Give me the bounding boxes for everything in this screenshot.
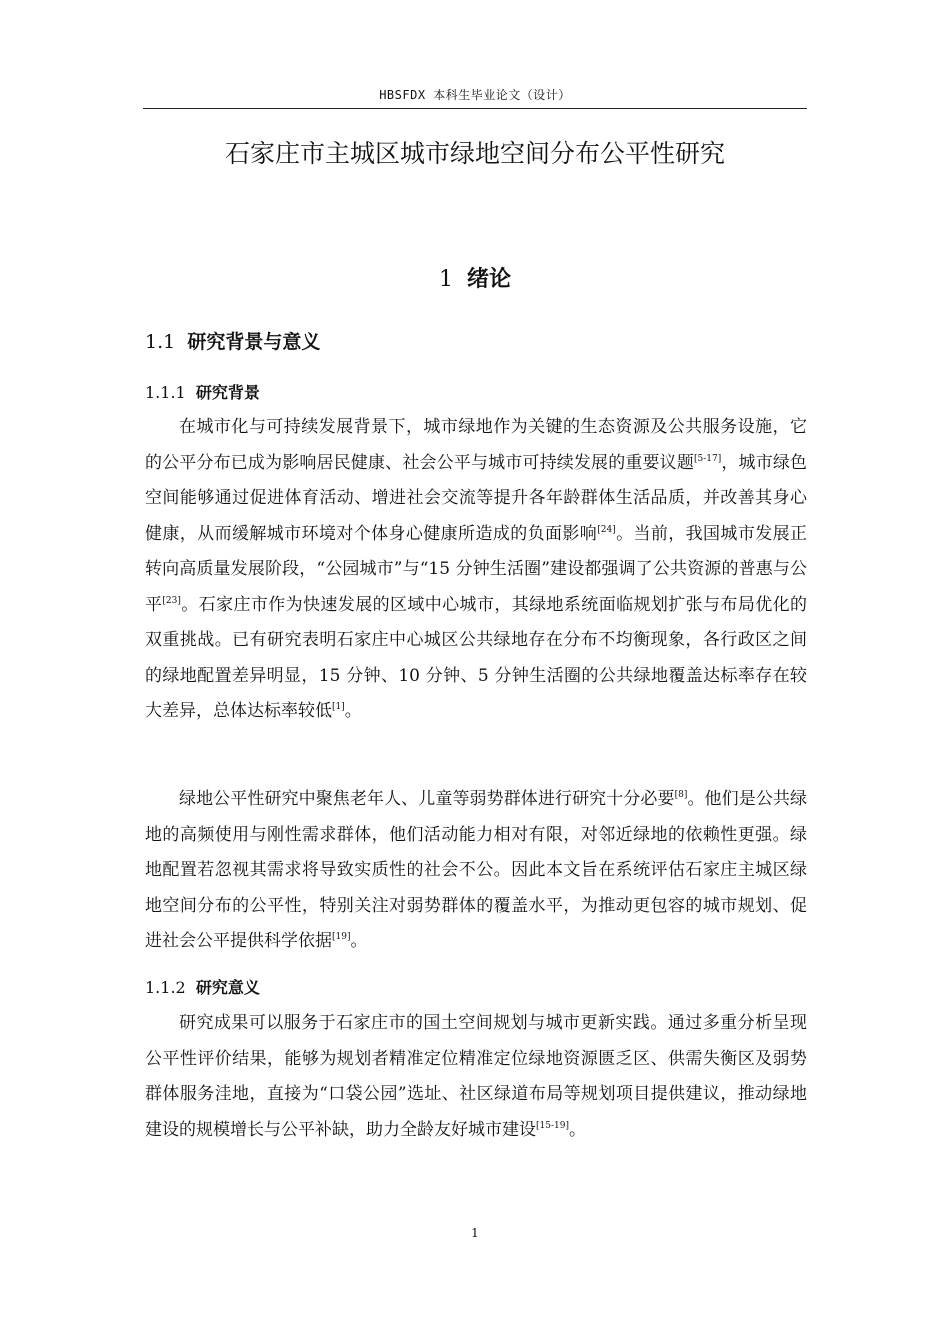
subsection-number: 1.1.1 [145, 383, 186, 402]
subsection-heading-significance [145, 975, 260, 998]
paper-title: 石家庄市主城区城市绿地空间分布公平性研究 [224, 139, 725, 168]
citation: [24] [597, 524, 616, 535]
citation: [15-19] [536, 1120, 569, 1131]
subsection-title: 研究背景 [195, 383, 260, 402]
section-number: 1.1 [145, 331, 176, 353]
citation: [5-17] [693, 453, 722, 464]
paragraph-background-1: 在城市化与可持续发展背景下，城市绿地作为关键的生态资源及公共服务设施，它的公平分布已成为影响居民健康、社会公平与城市可持续发展的重要议题[5-17]，城市绿色空间能够通过促进体育活动、增进社会交流等提升各年龄群体生活品质，并改善其身心健康，从而缓解城市环境对个体身心健康所造成的负面影响[24]。当前，我国城市发展正转向高质量发展阶段，“公园城市”与“15 分钟生活圈”建设都强调了公共资源的普惠与公平[23]。石家庄市作为快速发展的区域中心城市，其绿地系统面临规划扩张与布局优化的双重挑战。已有研究表明石家庄中心城区公共绿地存在分布不均衡现象，各行政区之间的绿地配置差异明显，15 分钟、10 分钟、5 分钟生活圈的公共绿地覆盖达标率存在较大差异，总体达标率较低[1]。 [145, 417, 808, 721]
citation: [23] [162, 595, 181, 606]
running-header: HBSFDX 本科生毕业论文（设计） [379, 88, 571, 102]
paragraph-background-2: 绿地公平性研究中聚焦老年人、儿童等弱势群体进行研究十分必要[8]。他们是公共绿地的高频使用与刚性需求群体，他们活动能力相对有限，对邻近绿地的依赖性更强。绿地配置若忽视其需求将导致实质性的社会不公。因此本文旨在系统评估石家庄主城区绿地空间分布的公平性，特别关注对弱势群体的覆盖水平，为推动更包容的城市规划、促进社会公平提供科学依据[19]。 [145, 789, 808, 951]
page-number: 1 [471, 1226, 479, 1240]
subsection-number: 1.1.2 [145, 978, 186, 997]
subsection-title: 研究意义 [195, 978, 260, 997]
subsection-heading-background [145, 380, 260, 403]
chapter-number: 1 [438, 267, 453, 292]
citation: [8] [674, 790, 688, 800]
citation: [19] [332, 932, 351, 942]
chapter-heading [0, 262, 950, 293]
citation: [1] [332, 702, 345, 712]
section-heading [145, 327, 320, 354]
chapter-title: 绪论 [466, 267, 511, 292]
header-rule [143, 108, 807, 109]
paragraph-significance: 研究成果可以服务于石家庄市的国土空间规划与城市更新实践。通过多重分析呈现公平性评价结果，能够为规划者精准定位精准定位绿地资源匮乏区、供需失衡区及弱势群体服务洼地，直接为“口袋公园”选址、社区绿道布局等规划项目提供建议，推动绿地建设的规模增长与公平补缺，助力全龄友好城市建设[15-19]。 [145, 1013, 807, 1140]
section-title: 研究背景与意义 [187, 331, 321, 353]
